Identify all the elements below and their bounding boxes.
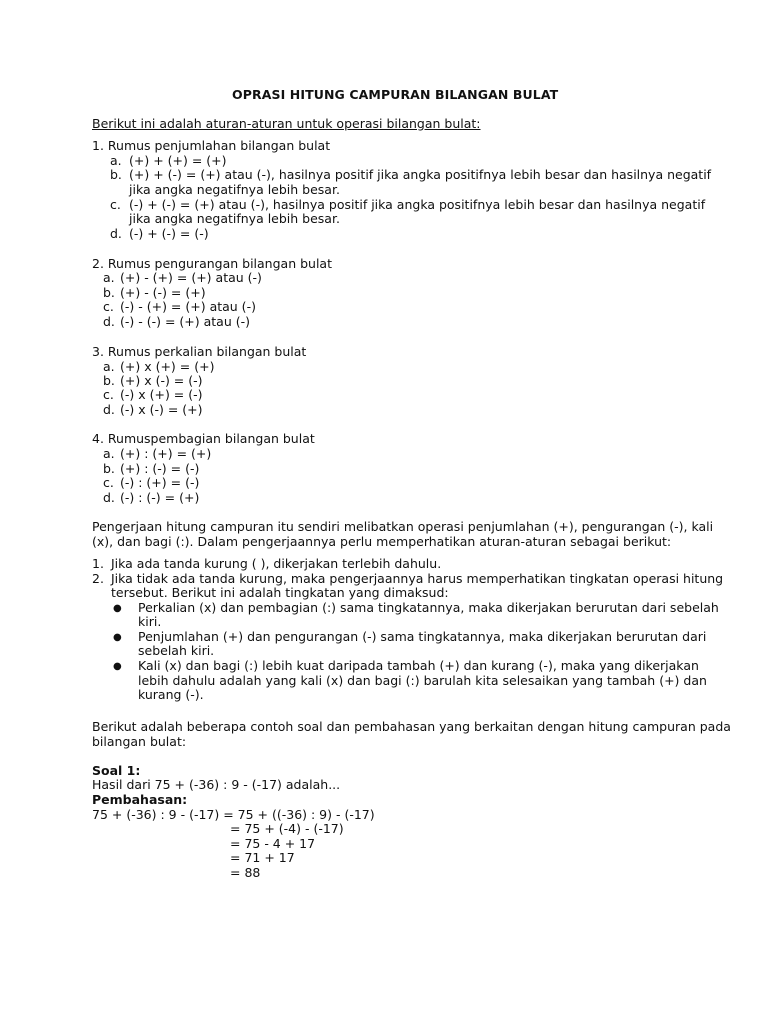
list-item: Jika ada tanda kurung ( ), dikerjakan terlebih dahulu. [111, 556, 442, 571]
paragraph-line: (x), dan bagi (:). Dalam pengerjaannya perlu memperhatikan aturan-aturan sebagai berikut: [92, 534, 672, 549]
list-marker: a. [103, 446, 115, 461]
list-item: (+) x (-) = (-) [120, 373, 203, 388]
list-item: (-) x (-) = (+) [120, 402, 203, 417]
paragraph-line: bilangan bulat: [92, 734, 187, 749]
bullet-item-cont: lebih dahulu adalah yang kali (x) dan bagi (:) barulah kita selesaikan yang tambah (+) dan [138, 673, 707, 688]
soal-label: Soal 1: [92, 763, 141, 778]
rule-heading: 4. Rumuspembagian bilangan bulat [92, 431, 315, 446]
soal-question: Hasil dari 75 + (-36) : 9 - (-17) adalah... [92, 777, 341, 792]
bullet-item: Kali (x) dan bagi (:) lebih kuat daripada tambah (+) dan kurang (-), maka yang dikerjakan [138, 658, 699, 673]
list-item: Jika tidak ada tanda kurung, maka pengerjaannya harus memperhatikan tingkatan operasi hitung [111, 571, 724, 586]
rule-heading: 3. Rumus perkalian bilangan bulat [92, 344, 307, 359]
list-marker: d. [110, 226, 122, 241]
bullet-icon: ● [113, 603, 122, 614]
list-marker: 2. [92, 571, 104, 586]
rule-heading: 1. Rumus penjumlahan bilangan bulat [92, 138, 331, 153]
list-marker: c. [110, 197, 121, 212]
list-marker: b. [103, 285, 115, 300]
list-item: (-) + (-) = (+) atau (-), hasilnya positif jika angka positifnya lebih besar dan hasilnya negatif [129, 197, 706, 212]
list-marker: a. [103, 359, 115, 374]
list-item: (-) + (-) = (-) [129, 226, 209, 241]
pembahasan-label: Pembahasan: [92, 792, 188, 807]
list-marker: d. [103, 314, 115, 329]
solution-step: = 75 + (-4) - (-17) [230, 821, 344, 836]
page-title: OPRASI HITUNG CAMPURAN BILANGAN BULAT [232, 87, 559, 102]
list-item: (-) x (+) = (-) [120, 387, 203, 402]
list-item: (+) : (-) = (-) [120, 461, 200, 476]
bullet-item-cont: sebelah kiri. [138, 643, 215, 658]
list-marker: d. [103, 490, 115, 505]
list-item-cont: jika angka negatifnya lebih besar. [129, 211, 340, 226]
bullet-icon: ● [113, 632, 122, 643]
intro-text: Berikut ini adalah aturan-aturan untuk operasi bilangan bulat: [92, 116, 481, 131]
list-marker: d. [103, 402, 115, 417]
bullet-item-cont: kiri. [138, 614, 162, 629]
list-item: (+) - (-) = (+) [120, 285, 206, 300]
solution-step: = 71 + 17 [230, 850, 295, 865]
list-marker: a. [103, 270, 115, 285]
list-marker: b. [110, 167, 122, 182]
list-marker: c. [103, 299, 114, 314]
list-item: (+) x (+) = (+) [120, 359, 215, 374]
bullet-item-cont: kurang (-). [138, 687, 204, 702]
list-item: (-) : (-) = (+) [120, 490, 200, 505]
paragraph-line: Pengerjaan hitung campuran itu sendiri melibatkan operasi penjumlahan (+), pengurangan (-), kali [92, 519, 714, 534]
list-item-cont: jika angka negatifnya lebih besar. [129, 182, 340, 197]
bullet-item: Perkalian (x) dan pembagian (:) sama tingkatannya, maka dikerjakan berurutan dari sebelah [138, 600, 719, 615]
list-item: (-) : (+) = (-) [120, 475, 200, 490]
list-marker: 1. [92, 556, 104, 571]
list-item-cont: tersebut. Berikut ini adalah tingkatan yang dimaksud: [111, 585, 449, 600]
list-item: (+) + (+) = (+) [129, 153, 227, 168]
bullet-item: Penjumlahan (+) dan pengurangan (-) sama tingkatannya, maka dikerjakan berurutan dari [138, 629, 707, 644]
list-marker: b. [103, 373, 115, 388]
solution-step: = 88 [230, 865, 261, 880]
list-item: (+) - (+) = (+) atau (-) [120, 270, 262, 285]
list-item: (+) + (-) = (+) atau (-), hasilnya positif jika angka positifnya lebih besar dan hasilnya negatif [129, 167, 712, 182]
list-marker: c. [103, 475, 114, 490]
bullet-icon: ● [113, 661, 122, 672]
list-marker: c. [103, 387, 114, 402]
solution-line: 75 + (-36) : 9 - (-17) = 75 + ((-36) : 9) - (-17) [92, 807, 375, 822]
list-marker: b. [103, 461, 115, 476]
paragraph-line: Berikut adalah beberapa contoh soal dan pembahasan yang berkaitan dengan hitung campuran pada [92, 719, 731, 734]
list-marker: a. [110, 153, 122, 168]
rule-heading: 2. Rumus pengurangan bilangan bulat [92, 256, 332, 271]
list-item: (-) - (+) = (+) atau (-) [120, 299, 256, 314]
list-item: (-) - (-) = (+) atau (-) [120, 314, 250, 329]
list-item: (+) : (+) = (+) [120, 446, 212, 461]
solution-step: = 75 - 4 + 17 [230, 836, 316, 851]
